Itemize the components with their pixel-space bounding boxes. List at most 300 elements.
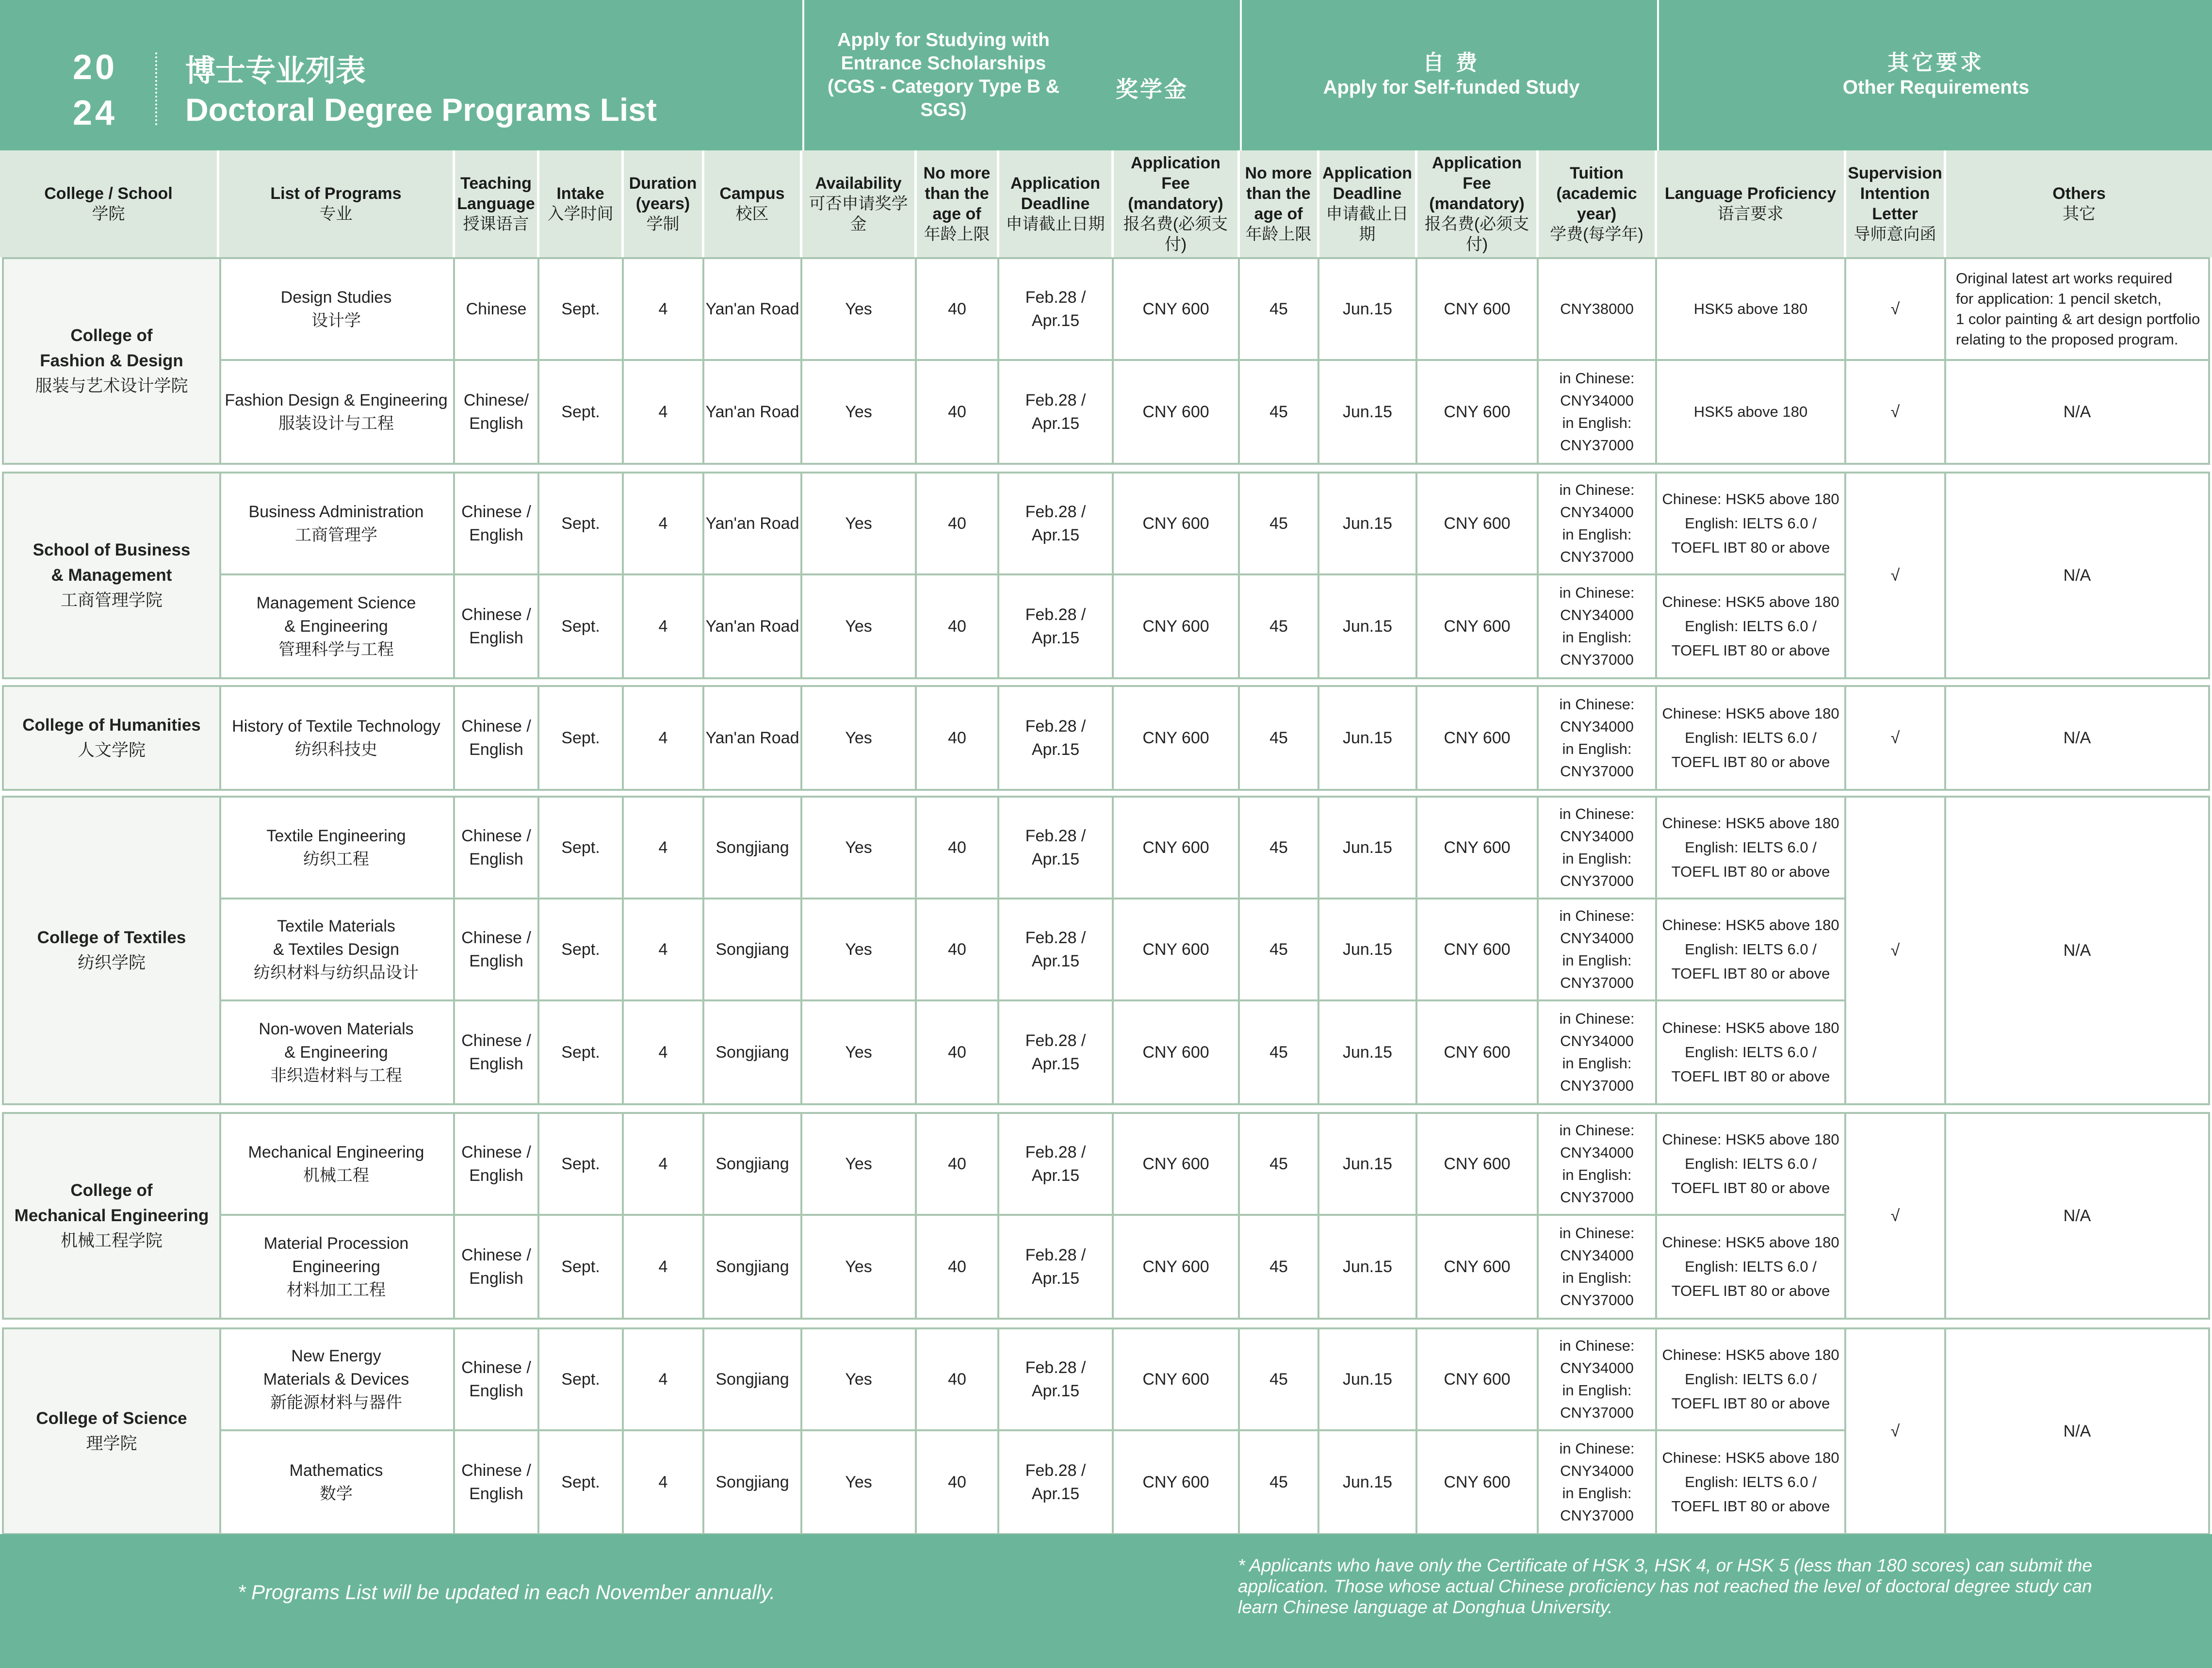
tuition-text: in English: bbox=[1562, 1485, 1632, 1502]
intake bbox=[539, 1001, 624, 1103]
program-name-text: Mechanical Engineering bbox=[248, 1143, 424, 1161]
column-header-cn: 入学时间 bbox=[547, 205, 614, 223]
language-requirement bbox=[1657, 1216, 1846, 1318]
deadline-scholarship bbox=[999, 1001, 1114, 1103]
program-name bbox=[219, 1114, 455, 1216]
college-name-cn: 服装与艺术设计学院 bbox=[35, 376, 188, 395]
age-limit-scholarship-text: 40 bbox=[948, 729, 966, 747]
tuition-text: CNY37000 bbox=[1560, 1189, 1634, 1206]
language-requirement-text: TOEFL IBT 80 or above bbox=[1671, 1395, 1830, 1412]
availability-text: Yes bbox=[845, 403, 872, 421]
duration bbox=[624, 1216, 704, 1318]
program-name-text: New Energy bbox=[291, 1347, 381, 1365]
fee-selffunded-text: CNY 600 bbox=[1444, 729, 1511, 747]
age-limit-scholarship-text: 40 bbox=[948, 617, 966, 636]
availability bbox=[802, 361, 917, 463]
campus bbox=[704, 1001, 802, 1103]
program-name bbox=[219, 1329, 455, 1431]
header-title-cn: 博士专业列表 bbox=[185, 54, 366, 88]
language-requirement-text: English: IELTS 6.0 / bbox=[1685, 515, 1817, 532]
deadline-scholarship-text: Apr.15 bbox=[1031, 1055, 1080, 1073]
college-name bbox=[4, 1329, 221, 1533]
college-name-en: Mechanical Engineering bbox=[14, 1206, 209, 1225]
tuition bbox=[1539, 899, 1657, 1001]
column-header-cn: 学制 bbox=[646, 215, 680, 233]
campus bbox=[704, 1216, 802, 1318]
program-name-text: Textile Materials bbox=[277, 917, 395, 935]
deadline-scholarship bbox=[999, 1216, 1114, 1318]
duration bbox=[624, 798, 704, 899]
teaching-language-text: English bbox=[469, 850, 523, 868]
campus bbox=[704, 1329, 802, 1431]
teaching-language bbox=[455, 575, 539, 677]
teaching-language-text: Chinese / bbox=[461, 929, 531, 947]
tuition-text: in English: bbox=[1562, 952, 1632, 969]
deadline-scholarship-text: Apr.15 bbox=[1031, 1166, 1080, 1185]
program-name bbox=[219, 899, 455, 1001]
duration bbox=[624, 1001, 704, 1103]
supervision-letter-text: √ bbox=[1890, 729, 1900, 747]
other-requirements bbox=[1946, 798, 2208, 1103]
deadline-selffunded-text: Jun.15 bbox=[1342, 1155, 1393, 1173]
age-limit-scholarship-text: 40 bbox=[948, 940, 966, 959]
teaching-language-text: Chinese / bbox=[461, 1358, 531, 1377]
deadline-selffunded-text: Jun.15 bbox=[1342, 729, 1393, 747]
age-limit-scholarship bbox=[917, 1114, 999, 1216]
fee-selffunded bbox=[1417, 687, 1539, 789]
footer-note-left: * Programs List will be updated in each November annually. bbox=[238, 1581, 776, 1603]
age-limit-selffunded-text: 45 bbox=[1269, 940, 1288, 959]
intake-text: Sept. bbox=[561, 1258, 600, 1276]
tuition bbox=[1539, 361, 1657, 463]
column-header-en: Language Proficiency bbox=[1664, 184, 1837, 203]
language-requirement-text: English: IELTS 6.0 / bbox=[1685, 618, 1817, 635]
program-name-text: 材料加工工程 bbox=[287, 1281, 386, 1299]
header-year: 2024 bbox=[73, 48, 118, 132]
tuition-text: in Chinese: bbox=[1559, 696, 1635, 713]
fee-scholarship-text: CNY 600 bbox=[1142, 617, 1209, 636]
program-name bbox=[219, 798, 455, 899]
program-name-text: 设计学 bbox=[311, 311, 361, 330]
fee-scholarship-text: CNY 600 bbox=[1142, 1155, 1209, 1173]
deadline-selffunded-text: Jun.15 bbox=[1342, 1258, 1393, 1276]
program-name-text: Materials & Devices bbox=[263, 1370, 409, 1389]
deadline-selffunded bbox=[1319, 798, 1417, 899]
tuition-text: in English: bbox=[1562, 629, 1632, 646]
age-limit-scholarship bbox=[917, 259, 999, 361]
campus-text: Songjiang bbox=[716, 1370, 789, 1389]
language-requirement-text: TOEFL IBT 80 or above bbox=[1671, 863, 1830, 880]
age-limit-scholarship-text: 40 bbox=[948, 300, 966, 318]
intake bbox=[539, 361, 624, 463]
teaching-language-text: Chinese / bbox=[461, 1031, 531, 1050]
campus-text: Yan'an Road bbox=[705, 729, 799, 747]
program-name-text: Textile Engineering bbox=[266, 827, 406, 845]
program-name-text: 新能源材料与器件 bbox=[270, 1393, 402, 1412]
deadline-scholarship-text: Feb.28 / bbox=[1025, 1143, 1086, 1161]
age-limit-scholarship bbox=[917, 1431, 999, 1533]
column-header-intake bbox=[539, 150, 624, 257]
program-name bbox=[219, 474, 455, 575]
other-requirements bbox=[1946, 687, 2208, 789]
fee-scholarship bbox=[1114, 899, 1240, 1001]
campus-text: Yan'an Road bbox=[705, 403, 799, 421]
age-limit-scholarship bbox=[917, 575, 999, 677]
fee-selffunded bbox=[1417, 259, 1539, 361]
deadline-selffunded bbox=[1319, 899, 1417, 1001]
column-header-availability bbox=[802, 150, 917, 257]
scholarship-group-heading bbox=[805, 0, 1082, 150]
deadline-scholarship-text: Apr.15 bbox=[1031, 1485, 1080, 1503]
fee-selffunded-text: CNY 600 bbox=[1444, 1258, 1511, 1276]
fee-scholarship-text: CNY 600 bbox=[1142, 300, 1209, 318]
deadline-scholarship-text: Apr.15 bbox=[1031, 850, 1080, 868]
duration bbox=[624, 259, 704, 361]
language-requirement bbox=[1657, 575, 1846, 677]
scholarship-heading-line: Apply for Studying with bbox=[837, 30, 1050, 50]
college-name-en: Fashion & Design bbox=[40, 351, 183, 370]
language-requirement-text: TOEFL IBT 80 or above bbox=[1671, 1498, 1830, 1515]
college-name-en: College of bbox=[70, 326, 153, 345]
language-requirement bbox=[1657, 899, 1846, 1001]
age-limit-selffunded bbox=[1240, 1216, 1319, 1318]
teaching-language-text: English bbox=[469, 414, 523, 433]
other-requirements-text: N/A bbox=[2063, 729, 2091, 747]
deadline-scholarship-text: Feb.28 / bbox=[1025, 605, 1086, 624]
teaching-language-text: English bbox=[469, 740, 523, 759]
intake-text: Sept. bbox=[561, 1155, 600, 1173]
header-band bbox=[0, 0, 2212, 150]
deadline-scholarship-text: Feb.28 / bbox=[1025, 1358, 1086, 1377]
language-requirement-text: English: IELTS 6.0 / bbox=[1685, 1371, 1817, 1388]
tuition bbox=[1539, 798, 1657, 899]
intake-text: Sept. bbox=[561, 838, 600, 857]
teaching-language-text: Chinese / bbox=[461, 1461, 531, 1480]
duration bbox=[624, 899, 704, 1001]
college-name-en: College of Humanities bbox=[22, 716, 201, 735]
tuition bbox=[1539, 1431, 1657, 1533]
college-name-en: School of Business bbox=[33, 540, 191, 559]
deadline-scholarship bbox=[999, 575, 1114, 677]
teaching-language-text: Chinese / bbox=[461, 503, 531, 521]
deadline-selffunded bbox=[1319, 1431, 1417, 1533]
availability-text: Yes bbox=[845, 617, 872, 636]
program-name bbox=[219, 259, 455, 361]
college-section bbox=[2, 1112, 2210, 1320]
language-requirement-text: English: IELTS 6.0 / bbox=[1685, 839, 1817, 856]
tuition-text: CNY37000 bbox=[1560, 763, 1634, 780]
age-limit-selffunded-text: 45 bbox=[1269, 1043, 1288, 1062]
intake-text: Sept. bbox=[561, 514, 600, 533]
age-limit-scholarship-text: 40 bbox=[948, 1473, 966, 1491]
column-header-teaching bbox=[455, 150, 539, 257]
teaching-language bbox=[455, 899, 539, 1001]
program-name-text: 服装设计与工程 bbox=[278, 414, 394, 433]
fee-selffunded bbox=[1417, 1001, 1539, 1103]
program-name-text: 数学 bbox=[320, 1485, 353, 1503]
program-name-text: Mathematics bbox=[289, 1461, 383, 1480]
campus bbox=[704, 798, 802, 899]
tuition-text: in Chinese: bbox=[1559, 1122, 1635, 1139]
intake bbox=[539, 687, 624, 789]
program-name-text: Management Science bbox=[256, 594, 416, 612]
deadline-scholarship-text: Apr.15 bbox=[1031, 1382, 1080, 1400]
college-name bbox=[4, 687, 221, 789]
college-name-en: College of Science bbox=[36, 1409, 187, 1428]
fee-scholarship bbox=[1114, 798, 1240, 899]
age-limit-scholarship bbox=[917, 687, 999, 789]
availability bbox=[802, 899, 917, 1001]
language-requirement bbox=[1657, 687, 1846, 789]
age-limit-scholarship-text: 40 bbox=[948, 1155, 966, 1173]
intake-text: Sept. bbox=[561, 1370, 600, 1389]
program-name-text: & Textiles Design bbox=[273, 940, 400, 959]
intake bbox=[539, 1431, 624, 1533]
college-section bbox=[2, 1327, 2210, 1535]
availability-text: Yes bbox=[845, 1155, 872, 1173]
deadline-selffunded-text: Jun.15 bbox=[1342, 1370, 1393, 1389]
college-name bbox=[4, 1114, 221, 1318]
campus-text: Yan'an Road bbox=[705, 514, 799, 533]
other-requirements-text: relating to the proposed program. bbox=[1956, 331, 2179, 348]
column-header-cn: 年龄上限 bbox=[1245, 225, 1312, 244]
program-name-text: 纺织材料与纺织品设计 bbox=[254, 964, 419, 982]
availability bbox=[802, 1114, 917, 1216]
column-header-campus bbox=[704, 150, 802, 257]
program-name-text: Business Administration bbox=[248, 503, 424, 521]
teaching-language bbox=[455, 361, 539, 463]
duration bbox=[624, 1431, 704, 1533]
language-requirement-text: Chinese: HSK5 above 180 bbox=[1662, 705, 1839, 722]
language-requirement-text: Chinese: HSK5 above 180 bbox=[1662, 491, 1839, 507]
column-header-tuition bbox=[1539, 150, 1657, 257]
age-limit-scholarship-text: 40 bbox=[948, 1370, 966, 1389]
duration bbox=[624, 687, 704, 789]
deadline-scholarship bbox=[999, 899, 1114, 1001]
language-requirement-text: Chinese: HSK5 above 180 bbox=[1662, 1449, 1839, 1466]
fee-selffunded-text: CNY 600 bbox=[1444, 1155, 1511, 1173]
other-heading-cn: 其它要求 bbox=[1887, 51, 1984, 75]
fee-selffunded-text: CNY 600 bbox=[1444, 514, 1511, 533]
tuition-text: CNY37000 bbox=[1560, 1077, 1634, 1094]
teaching-language bbox=[455, 1329, 539, 1431]
deadline-selffunded-text: Jun.15 bbox=[1342, 1043, 1393, 1062]
fee-selffunded-text: CNY 600 bbox=[1444, 300, 1511, 318]
tuition bbox=[1539, 1001, 1657, 1103]
column-header-en: Application Fee (mandatory) bbox=[1429, 154, 1525, 213]
college-name-en: College of bbox=[70, 1181, 153, 1200]
teaching-language-text: English bbox=[469, 629, 523, 647]
column-header-en: Supervision Intention Letter bbox=[1848, 164, 1942, 223]
deadline-scholarship bbox=[999, 687, 1114, 789]
language-requirement-text: Chinese: HSK5 above 180 bbox=[1662, 916, 1839, 933]
age-limit-selffunded bbox=[1240, 687, 1319, 789]
program-name-text: 非织造材料与工程 bbox=[270, 1066, 402, 1085]
language-requirement bbox=[1657, 474, 1846, 575]
program-name-text: & Engineering bbox=[284, 1043, 388, 1062]
college-name-cn: 理学院 bbox=[86, 1434, 137, 1453]
language-requirement bbox=[1657, 361, 1846, 463]
program-name bbox=[219, 1431, 455, 1533]
supervision-letter-text: √ bbox=[1890, 566, 1900, 585]
tuition-text: CNY37000 bbox=[1560, 651, 1634, 668]
tuition-text: in Chinese: bbox=[1559, 1010, 1635, 1027]
age-limit-selffunded-text: 45 bbox=[1269, 617, 1288, 636]
campus bbox=[704, 474, 802, 575]
deadline-selffunded bbox=[1319, 361, 1417, 463]
language-requirement-text: TOEFL IBT 80 or above bbox=[1671, 965, 1830, 982]
college-name bbox=[4, 798, 221, 1103]
intake-text: Sept. bbox=[561, 1043, 600, 1062]
teaching-language-text: Chinese / bbox=[461, 1246, 531, 1264]
tuition-text: in English: bbox=[1562, 1382, 1632, 1399]
tuition-text: CNY38000 bbox=[1560, 300, 1634, 317]
program-name bbox=[219, 687, 455, 789]
deadline-selffunded bbox=[1319, 687, 1417, 789]
fee-scholarship bbox=[1114, 687, 1240, 789]
deadline-scholarship-text: Feb.28 / bbox=[1025, 827, 1086, 845]
column-header-cn: 校区 bbox=[735, 205, 769, 223]
teaching-language bbox=[455, 798, 539, 899]
deadline-selffunded-text: Jun.15 bbox=[1342, 940, 1393, 959]
column-header-age-self bbox=[1240, 150, 1319, 257]
fee-scholarship-text: CNY 600 bbox=[1142, 729, 1209, 747]
campus-text: Songjiang bbox=[716, 1155, 789, 1173]
deadline-selffunded-text: Jun.15 bbox=[1342, 514, 1393, 533]
language-requirement-text: English: IELTS 6.0 / bbox=[1685, 1155, 1817, 1172]
language-requirement-text: Chinese: HSK5 above 180 bbox=[1662, 1019, 1839, 1036]
language-requirement-text: Chinese: HSK5 above 180 bbox=[1662, 1346, 1839, 1363]
column-header-en: Application Fee (mandatory) bbox=[1128, 154, 1223, 213]
fee-scholarship-text: CNY 600 bbox=[1142, 1473, 1209, 1491]
age-limit-selffunded bbox=[1240, 259, 1319, 361]
availability bbox=[802, 1329, 917, 1431]
deadline-scholarship bbox=[999, 361, 1114, 463]
age-limit-selffunded bbox=[1240, 361, 1319, 463]
deadline-scholarship bbox=[999, 1329, 1114, 1431]
tuition-text: in English: bbox=[1562, 526, 1632, 543]
fee-scholarship-text: CNY 600 bbox=[1142, 403, 1209, 421]
other-group-heading bbox=[1660, 0, 2212, 150]
teaching-language bbox=[455, 1001, 539, 1103]
deadline-selffunded-text: Jun.15 bbox=[1342, 1473, 1393, 1491]
intake bbox=[539, 474, 624, 575]
tuition bbox=[1539, 575, 1657, 677]
tuition-text: CNY34000 bbox=[1560, 1247, 1634, 1264]
deadline-selffunded bbox=[1319, 1216, 1417, 1318]
header-divider bbox=[155, 52, 157, 125]
college-name-en: College of Textiles bbox=[37, 928, 186, 947]
language-requirement bbox=[1657, 1431, 1846, 1533]
column-header-en: List of Programs bbox=[270, 184, 402, 203]
college-name-cn: 纺织学院 bbox=[77, 953, 146, 972]
column-header-deadline-scholar bbox=[999, 150, 1114, 257]
fee-scholarship bbox=[1114, 474, 1240, 575]
fee-scholarship-text: CNY 600 bbox=[1142, 514, 1209, 533]
language-requirement-text: Chinese: HSK5 above 180 bbox=[1662, 1131, 1839, 1148]
tuition-text: in Chinese: bbox=[1559, 1440, 1635, 1457]
language-requirement bbox=[1657, 1114, 1846, 1216]
deadline-scholarship-text: Feb.28 / bbox=[1025, 929, 1086, 947]
language-requirement bbox=[1657, 1329, 1846, 1431]
age-limit-scholarship-text: 40 bbox=[948, 838, 966, 857]
deadline-scholarship bbox=[999, 1114, 1114, 1216]
intake bbox=[539, 575, 624, 677]
scholarship-heading-line: Entrance Scholarships bbox=[841, 53, 1046, 74]
program-name bbox=[219, 1001, 455, 1103]
other-requirements-text: N/A bbox=[2063, 941, 2091, 960]
tuition-text: CNY37000 bbox=[1560, 1292, 1634, 1308]
college-section bbox=[2, 472, 2210, 679]
teaching-language-text: English bbox=[469, 1382, 523, 1400]
tuition-text: in Chinese: bbox=[1559, 1337, 1635, 1354]
language-requirement-text: TOEFL IBT 80 or above bbox=[1671, 1068, 1830, 1085]
deadline-scholarship-text: Apr.15 bbox=[1031, 414, 1080, 433]
availability-text: Yes bbox=[845, 1043, 872, 1062]
tuition-text: CNY34000 bbox=[1560, 930, 1634, 947]
tuition-text: in Chinese: bbox=[1559, 907, 1635, 924]
fee-scholarship-text: CNY 600 bbox=[1142, 838, 1209, 857]
fee-scholarship bbox=[1114, 1431, 1240, 1533]
column-header-cn: 申请截止日期 bbox=[1326, 205, 1409, 244]
column-header-en: Application Deadline bbox=[1322, 164, 1413, 203]
other-requirements bbox=[1946, 361, 2208, 463]
program-name bbox=[219, 361, 455, 463]
age-limit-selffunded bbox=[1240, 899, 1319, 1001]
fee-selffunded-text: CNY 600 bbox=[1444, 1370, 1511, 1389]
college-name-cn: 机械工程学院 bbox=[60, 1231, 163, 1250]
college-name bbox=[4, 259, 221, 463]
column-header-cn: 学费(每学年) bbox=[1550, 225, 1643, 244]
tuition bbox=[1539, 1216, 1657, 1318]
duration-text: 4 bbox=[658, 1370, 668, 1389]
supervision-letter bbox=[1846, 259, 1946, 361]
intake-text: Sept. bbox=[561, 940, 600, 959]
tuition-text: CNY34000 bbox=[1560, 1032, 1634, 1049]
column-header-cn: 专业 bbox=[319, 205, 353, 223]
fee-scholarship bbox=[1114, 1216, 1240, 1318]
header-title-en: Doctoral Degree Programs List bbox=[185, 92, 657, 128]
column-header-cn: 语言要求 bbox=[1717, 205, 1784, 223]
language-requirement-text: HSK5 above 180 bbox=[1693, 300, 1808, 317]
age-limit-selffunded-text: 45 bbox=[1269, 514, 1288, 533]
tuition-text: CNY34000 bbox=[1560, 1359, 1634, 1376]
teaching-language-text: Chinese/ bbox=[463, 391, 529, 409]
availability bbox=[802, 1216, 917, 1318]
college-section bbox=[2, 257, 2210, 465]
language-requirement-text: TOEFL IBT 80 or above bbox=[1671, 753, 1830, 770]
college-name bbox=[4, 474, 221, 677]
tuition-text: in English: bbox=[1562, 1269, 1632, 1286]
column-header-program bbox=[219, 150, 455, 257]
fee-scholarship bbox=[1114, 1329, 1240, 1431]
fee-selffunded bbox=[1417, 798, 1539, 899]
supervision-letter bbox=[1846, 1114, 1946, 1318]
deadline-selffunded bbox=[1319, 474, 1417, 575]
column-header-en: No more than the age of bbox=[1245, 164, 1312, 223]
availability-text: Yes bbox=[845, 940, 872, 959]
deadline-scholarship-text: Feb.28 / bbox=[1025, 288, 1086, 307]
intake-text: Sept. bbox=[561, 617, 600, 636]
program-name-text: Material Procession Engineering bbox=[263, 1234, 409, 1276]
teaching-language bbox=[455, 259, 539, 361]
deadline-scholarship-text: Apr.15 bbox=[1031, 952, 1080, 970]
column-header-cn: 报名费(必须支付) bbox=[1424, 215, 1529, 254]
column-header-duration bbox=[624, 150, 704, 257]
column-header-en: Teaching Language bbox=[457, 174, 535, 213]
campus-text: Songjiang bbox=[716, 1473, 789, 1491]
availability bbox=[802, 798, 917, 899]
